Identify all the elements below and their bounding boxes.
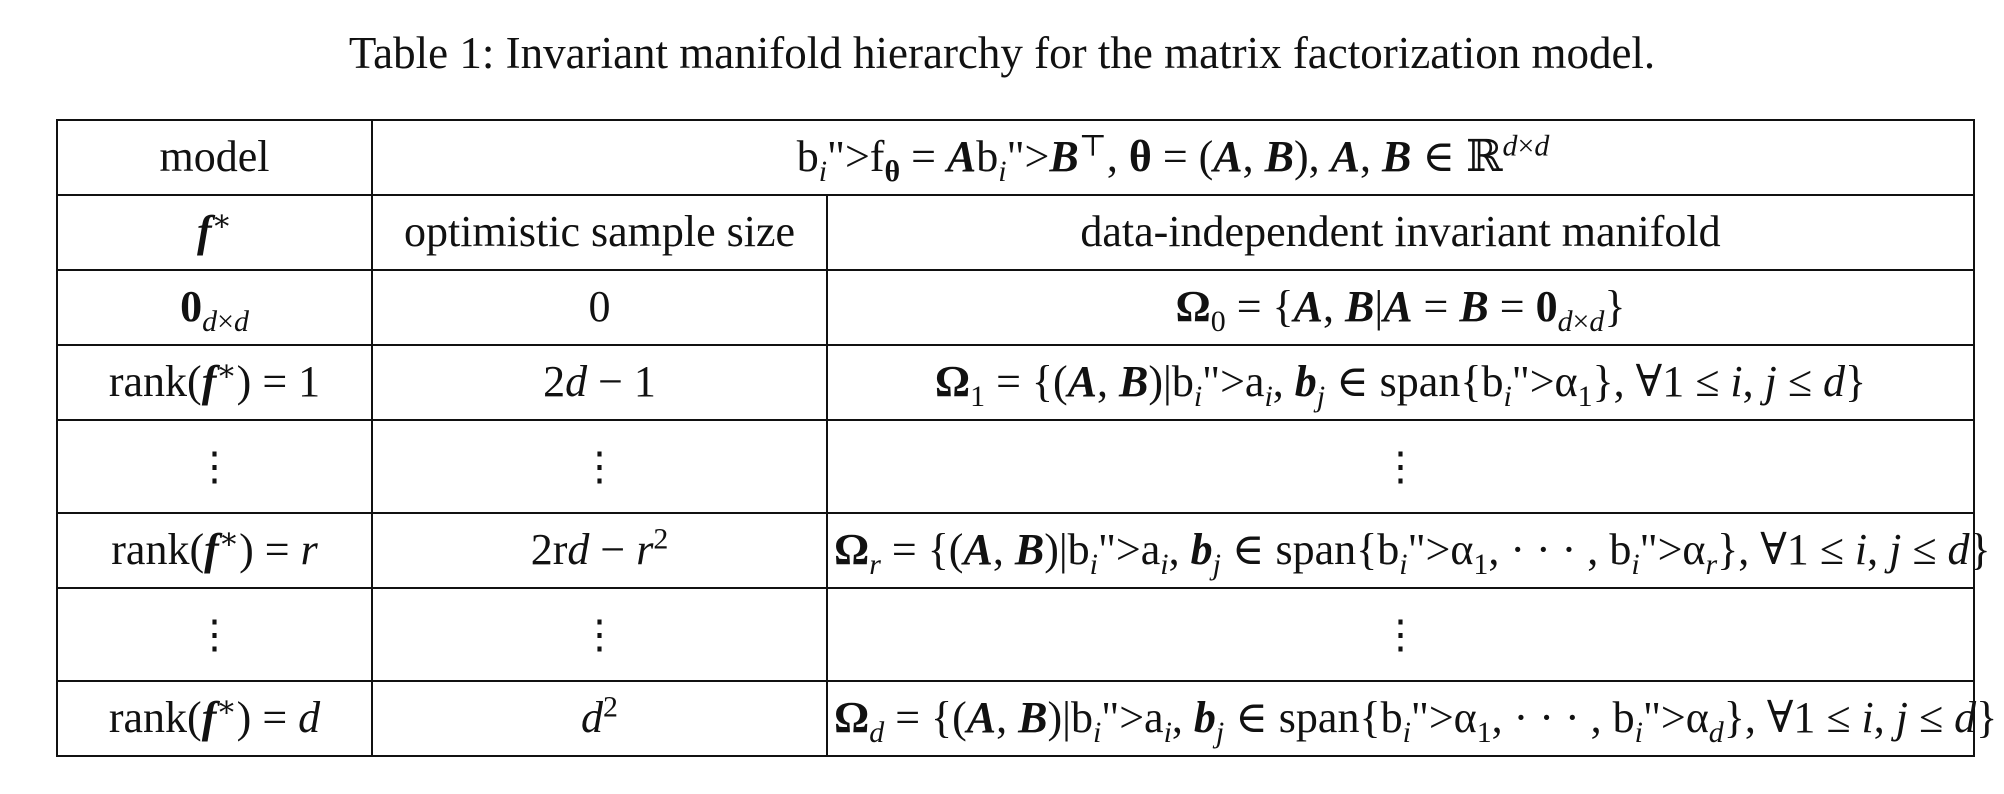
row-manifold: $\Omega_d = \{(A$, $B)|b_i">a_i$, $b_j$ ∈ $span\{b_i">\alpha_1$, · · · , $b_i">\alpha_d$}, ∀1 ≤ i, j ≤ d} (827, 681, 1974, 756)
row-manifold: ⋮ (827, 588, 1974, 681)
row-target: rank(f∗) = d (57, 681, 372, 756)
manifold-table (56, 119, 1998, 757)
row-manifold: ⋮ (827, 420, 1974, 513)
row-manifold: $\Omega_0 = \{A$, $B|A = B = 0_{d\times d}$} (827, 270, 1974, 345)
header-row-model (57, 120, 1974, 195)
row-sample-size: $d^2$ (372, 681, 827, 756)
row-target: $0_{d\times d}$ (57, 270, 372, 345)
row-target: ⋮ (57, 420, 372, 513)
model-label-cell: model (57, 120, 372, 195)
row-target: ⋮ (57, 588, 372, 681)
table-row-ellipsis (57, 420, 1974, 513)
table-row (57, 681, 1974, 756)
table-row (57, 345, 1974, 420)
row-sample-size: 2d − 1 (372, 345, 827, 420)
row-sample-size: 0 (372, 270, 827, 345)
row-manifold: $\Omega_r = \{(A$, $B)|b_i">a_i$, $b_j$ ∈ $span\{b_i">\alpha_1$, · · · , $b_i">\alpha_r$}, ∀1 ≤ i, j ≤ d} (827, 513, 1974, 588)
table-row-ellipsis (57, 588, 1974, 681)
row-sample-size: $2rd - r^2$ (372, 513, 827, 588)
row-sample-size: ⋮ (372, 588, 827, 681)
model-formula-cell (372, 120, 1974, 195)
header-sample-size: optimistic sample size (372, 195, 827, 270)
row-manifold: $\Omega_1 = \{(A$, $B)|b_i">a_i$, $b_j$ ∈ $span\{b_i">\alpha_1\}$, ∀1 ≤ i, j ≤ d} (827, 345, 1974, 420)
table-row (57, 513, 1974, 588)
header-target: f∗ (57, 195, 372, 270)
row-target: rank(f∗) = 1 (57, 345, 372, 420)
header-row-columns (57, 195, 1974, 270)
header-manifold: data-independent invariant manifold (827, 195, 1974, 270)
row-sample-size: ⋮ (372, 420, 827, 513)
row-target: rank(f∗) = r (57, 513, 372, 588)
table-caption: Table 1: Invariant manifold hierarchy for the matrix factorization model. (348, 28, 1656, 78)
model-formula: $b_i">f_\theta$ = $Ab_i">B^⊤$, θ = (A, B), A, B ∈ ℝ$^{d\times d}$ (796, 129, 1550, 189)
table-row (57, 270, 1974, 345)
